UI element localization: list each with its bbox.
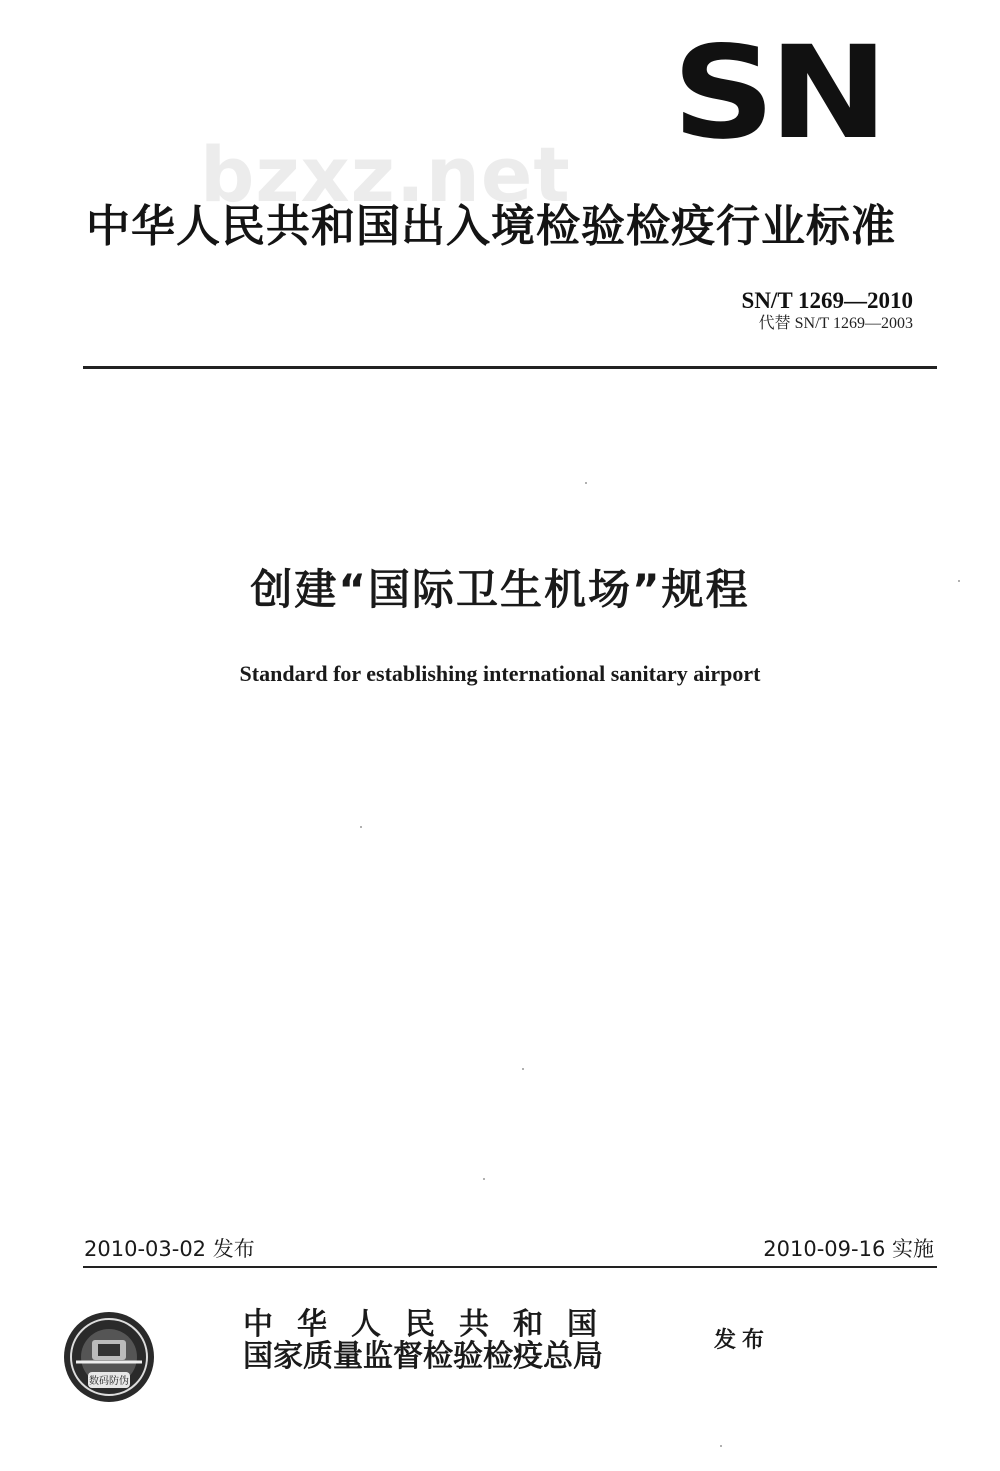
scan-speck [585,482,587,484]
document-title-cn: 创建“国际卫生机场”规程 [250,565,750,614]
scan-speck [360,826,362,828]
seal-label: 数码防伪 [89,1376,129,1387]
watermark: bzxz.net [200,130,571,219]
issue-date: 2010-03-02 发布 [84,1237,255,1261]
scan-speck [483,1178,485,1180]
implementation-date: 2010-09-16 实施 [763,1237,934,1261]
publisher-line-1: 中华人民共和国 [243,1307,621,1342]
header-divider [83,366,937,369]
issued-label: 发布 [714,1327,771,1353]
publisher-line-2: 国家质量监督检验检疫总局 [243,1339,603,1374]
replaces-standard: 代替 SN/T 1269—2003 [758,315,913,332]
document-title-en: Standard for establishing international sanitary airport [239,661,761,686]
anti-counterfeit-seal-icon [62,1310,156,1404]
scan-speck [720,1445,722,1447]
standard-number: SN/T 1269—2010 [741,288,913,313]
scan-speck [522,1068,524,1070]
sn-logo: SN [672,19,882,168]
scan-speck [958,580,960,582]
footer-divider [83,1266,937,1268]
organization-title: 中华人民共和国出入境检验检疫行业标准 [86,201,896,252]
